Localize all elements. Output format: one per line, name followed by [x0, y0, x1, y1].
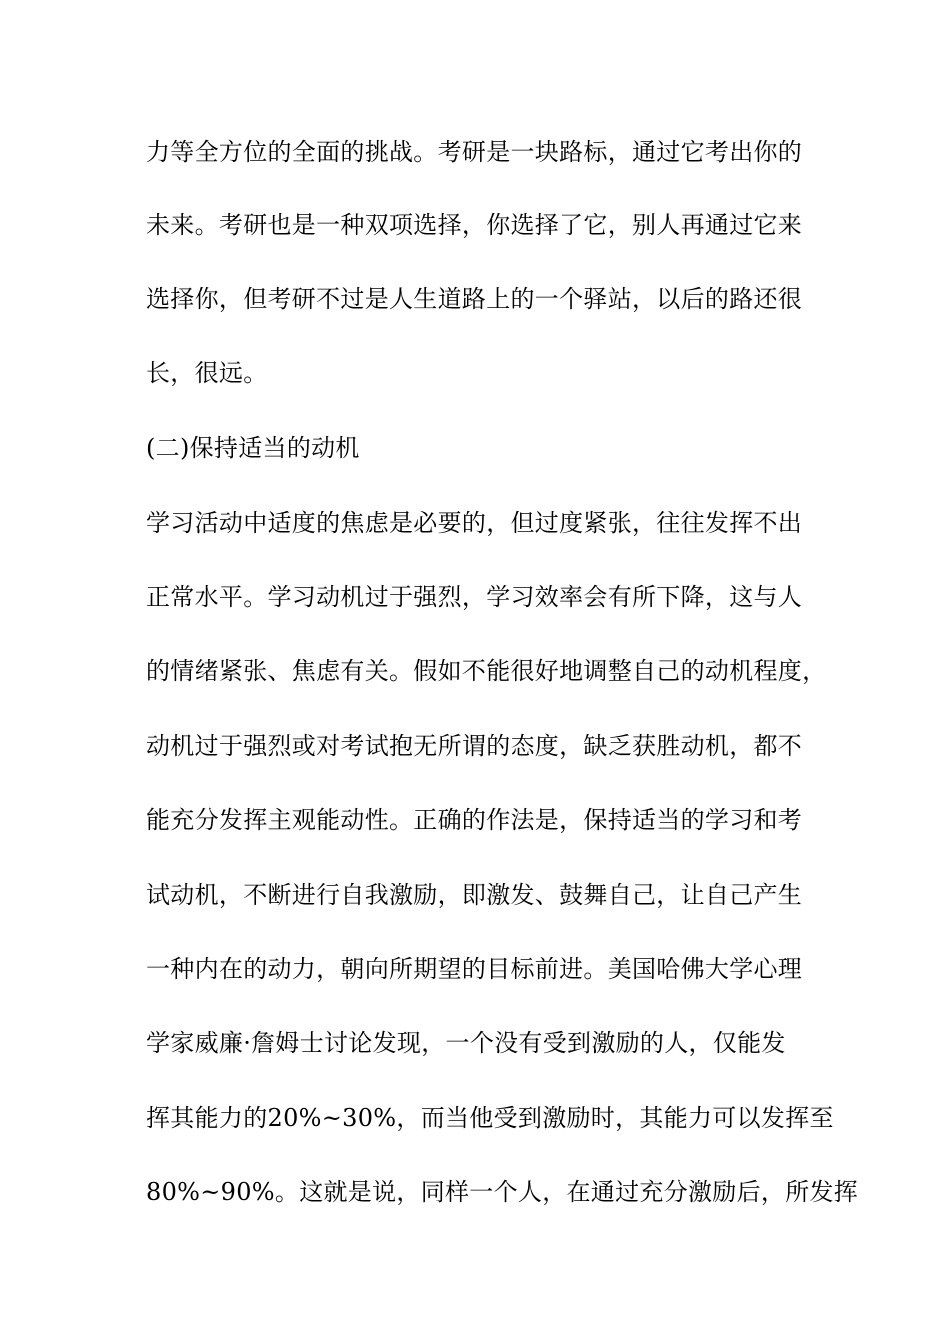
paragraph-line: 的情绪紧张、焦虑有关。假如不能很好地调整自己的动机程度， [146, 657, 827, 685]
paragraph-line: 动机过于强烈或对考试抱无所谓的态度，缺乏获胜动机，都不 [146, 732, 803, 760]
paragraph-line: 选择你，但考研不过是人生道路上的一个驿站，以后的路还很 [146, 285, 803, 313]
paragraph-line: 正常水平。学习动机过于强烈，学习效率会有所下降，这与人 [146, 583, 803, 611]
paragraph-line: 一种内在的动力，朝向所期望的目标前进。美国哈佛大学心理 [146, 955, 803, 983]
paragraph-line: 试动机，不断进行自我激励，即激发、鼓舞自己，让自己产生 [146, 881, 803, 909]
paragraph-line: 挥其能力的20%~30%，而当他受到激励时，其能力可以发挥至 [146, 1104, 834, 1132]
paragraph-line: 学习活动中适度的焦虑是必要的，但过度紧张，往往发挥不出 [146, 509, 803, 537]
paragraph-line: 未来。考研也是一种双项选择，你选择了它，别人再通过它来 [146, 211, 803, 239]
paragraph-line: 力等全方位的全面的挑战。考研是一块路标，通过它考出你的 [146, 138, 803, 166]
section-heading: (二)保持适当的动机 [146, 434, 360, 462]
paragraph-line: 80%~90%。这就是说，同样一个人，在通过充分激励后，所发挥 [146, 1178, 859, 1206]
paragraph-line: 能充分发挥主观能动性。正确的作法是，保持适当的学习和考 [146, 806, 803, 834]
paragraph-line: 学家威廉·詹姆士讨论发现，一个没有受到激励的人，仅能发 [146, 1029, 786, 1057]
paragraph-line: 长，很远。 [146, 359, 268, 387]
